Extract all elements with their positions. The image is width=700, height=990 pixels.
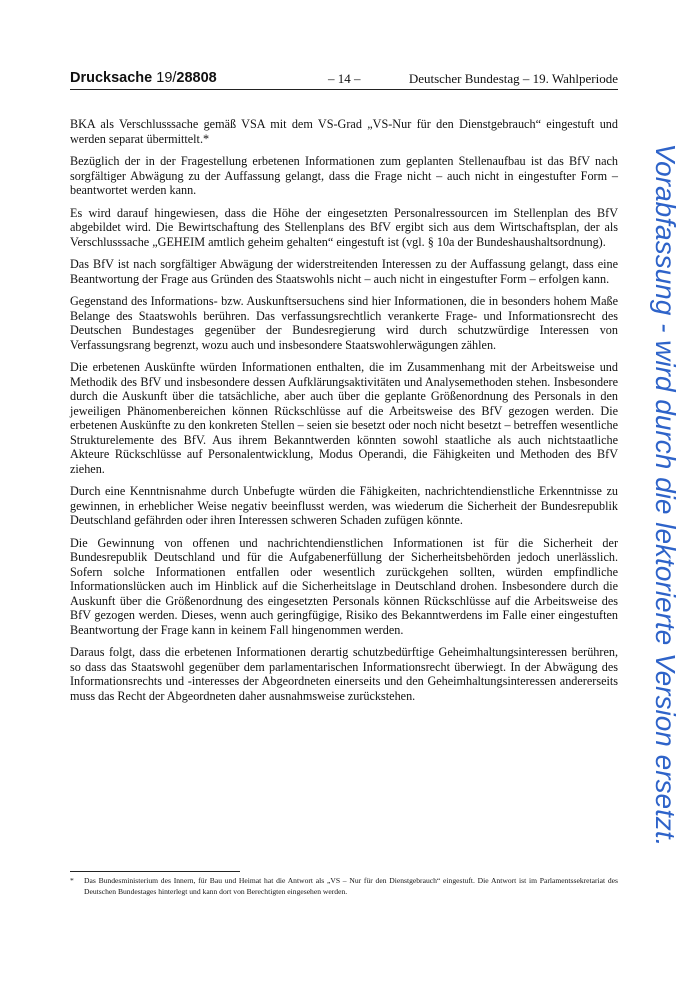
paragraph: Die erbetenen Auskünfte würden Informationen enthalten, die im Zusammenhang mit der Arbeitsweise und Methodik des BfV und insbesondere dessen Aufklärungsaktivitäten und Analysemethoden stehen. Insbesondere durch die Auskunft über die tatsächliche, aber auch über die geplante Größenordnung des Personals in den jeweiligen Phänomenbereichen können Rückschlüsse auf die Arbeitsweise des BfV gezogen werden. Die erbetenen Auskünfte zu den konkreten Stellen – seien sie besetzt oder noch nicht besetzt – betreffen wesentliche Strukturelemente des BfV. Aus ihrem Bekanntwerden könnten sowohl staatliche als auch nichtstaatliche Akteure Rückschlüsse auf Personalentwicklung, Modus Operandi, die Fähigkeiten und Methoden des BfV ziehen. <box>70 360 618 476</box>
document-number <box>70 70 217 86</box>
document-number-prefix: 19/ <box>156 70 177 86</box>
page-header <box>70 70 618 88</box>
header-rule <box>70 89 618 90</box>
document-label: Drucksache <box>70 70 153 86</box>
institution-label: Deutscher Bundestag – 19. Wahlperiode <box>408 71 618 86</box>
document-number-main: 28808 <box>176 70 217 86</box>
draft-watermark: Vorabfassung - wird durch die lektorierte Version ersetzt. <box>650 143 681 847</box>
paragraph: Bezüglich der in der Fragestellung erbetenen Informationen zum geplanten Stellenaufbau ist das BfV nach sorgfältiger Abwägung zu der Auffassung gelangt, dass die Frage nicht – auch nicht in eingestufter Form – beantwortet werden kann. <box>70 154 618 197</box>
paragraph: Das BfV ist nach sorgfältiger Abwägung der widerstreitenden Interessen zu der Auffassung gelangt, dass eine Beantwortung der Frage aus Gründen des Staatswohls nicht – auch nicht in eingestufter Form – erfolgen kann. <box>70 257 618 286</box>
body-text <box>70 117 618 711</box>
footnote-text: Das Bundesministerium des Innern, für Bau und Heimat hat die Antwort als „VS – Nur für den Dienstgebrauch“ eingestuft. Die Antwort ist im Parlamentssekretariat des Deutschen Bundestages hinterlegt und kann dort von Berechtigten eingesehen werden. <box>84 876 618 896</box>
paragraph: Gegenstand des Informations- bzw. Auskunftsersuchens sind hier Informationen, die in besonders hohem Maße Belange des Staatswohls berühren. Das verfassungsrechtlich verankerte Frage- und Informationsrecht des Deutschen Bundestages gegenüber der Bundesregierung wird durch schutzwürdige Interessen von Verfassungsrang begrenzt, wozu auch und insbesondere Staatswohlerwägungen zählen. <box>70 294 618 352</box>
paragraph: Die Gewinnung von offenen und nachrichtendienstlichen Informationen ist für die Sicherheit der Bundesrepublik Deutschland und für die Aufgabenerfüllung der Sicherheitsbehörden jedoch unerlässlich. Sofern solche Informationen entfallen oder wesentlich zurückgehen sollten, würden empfindliche Informationslücken auch im Hinblick auf die Sicherheitslage in Deutschland drohen. Insbesondere durch die Auskunft über die Größenordnung des eingesetzten Personals können Rückschlüsse auf die Arbeitsweise des BfV gezogen werden. Dieses, wenn auch geringfügige, Risiko des Bekanntwerdens im Falle einer eingestuften Beantwortung der Frage kann in keinem Fall hingenommen werden. <box>70 535 618 637</box>
footnote <box>70 876 618 897</box>
paragraph: Es wird darauf hingewiesen, dass die Höhe der eingesetzten Personalressourcen im Stellenplan des BfV abgebildet wird. Die Bewirtschaftung des Stellenplans des BfV ergibt sich aus dem Wirtschaftsplan, der als Verschlusssache „GEHEIM amtlich geheim gehalten“ eingestuft ist (vgl. § 10a der Bundeshaushaltsordnung). <box>70 205 618 249</box>
footnote-rule <box>70 871 240 872</box>
paragraph: Durch eine Kenntnisnahme durch Unbefugte würden die Fähigkeiten, nachrichtendienstliche Erkenntnisse zu gewinnen, in erheblicher Weise negativ beeinflusst werden, was wiederum die Sicherheit der Bundesrepublik Deutschland gefährden oder ihren Interessen schweren Schaden zufügen könnte. <box>70 484 618 527</box>
paragraph: Daraus folgt, dass die erbetenen Informationen derartig schutzbedürftige Geheimhaltungsinteressen berühren, so dass das Staatswohl gegenüber dem parlamentarischen Informationsrecht überwiegt. In der Abwägung des Informationsrechts und -interesses der Abgeordneten einerseits und den Geheimhaltungsinteressen andererseits muss das Recht der Abgeordneten daher ausnahmsweise zurückstehen. <box>70 645 618 703</box>
page-number: – 14 – <box>328 71 361 86</box>
paragraph: BKA als Verschlusssache gemäß VSA mit dem VS-Grad „VS-Nur für den Dienstgebrauch“ eingestuft und werden separat übermittelt.* <box>70 117 618 146</box>
footnote-mark: * <box>70 876 74 885</box>
